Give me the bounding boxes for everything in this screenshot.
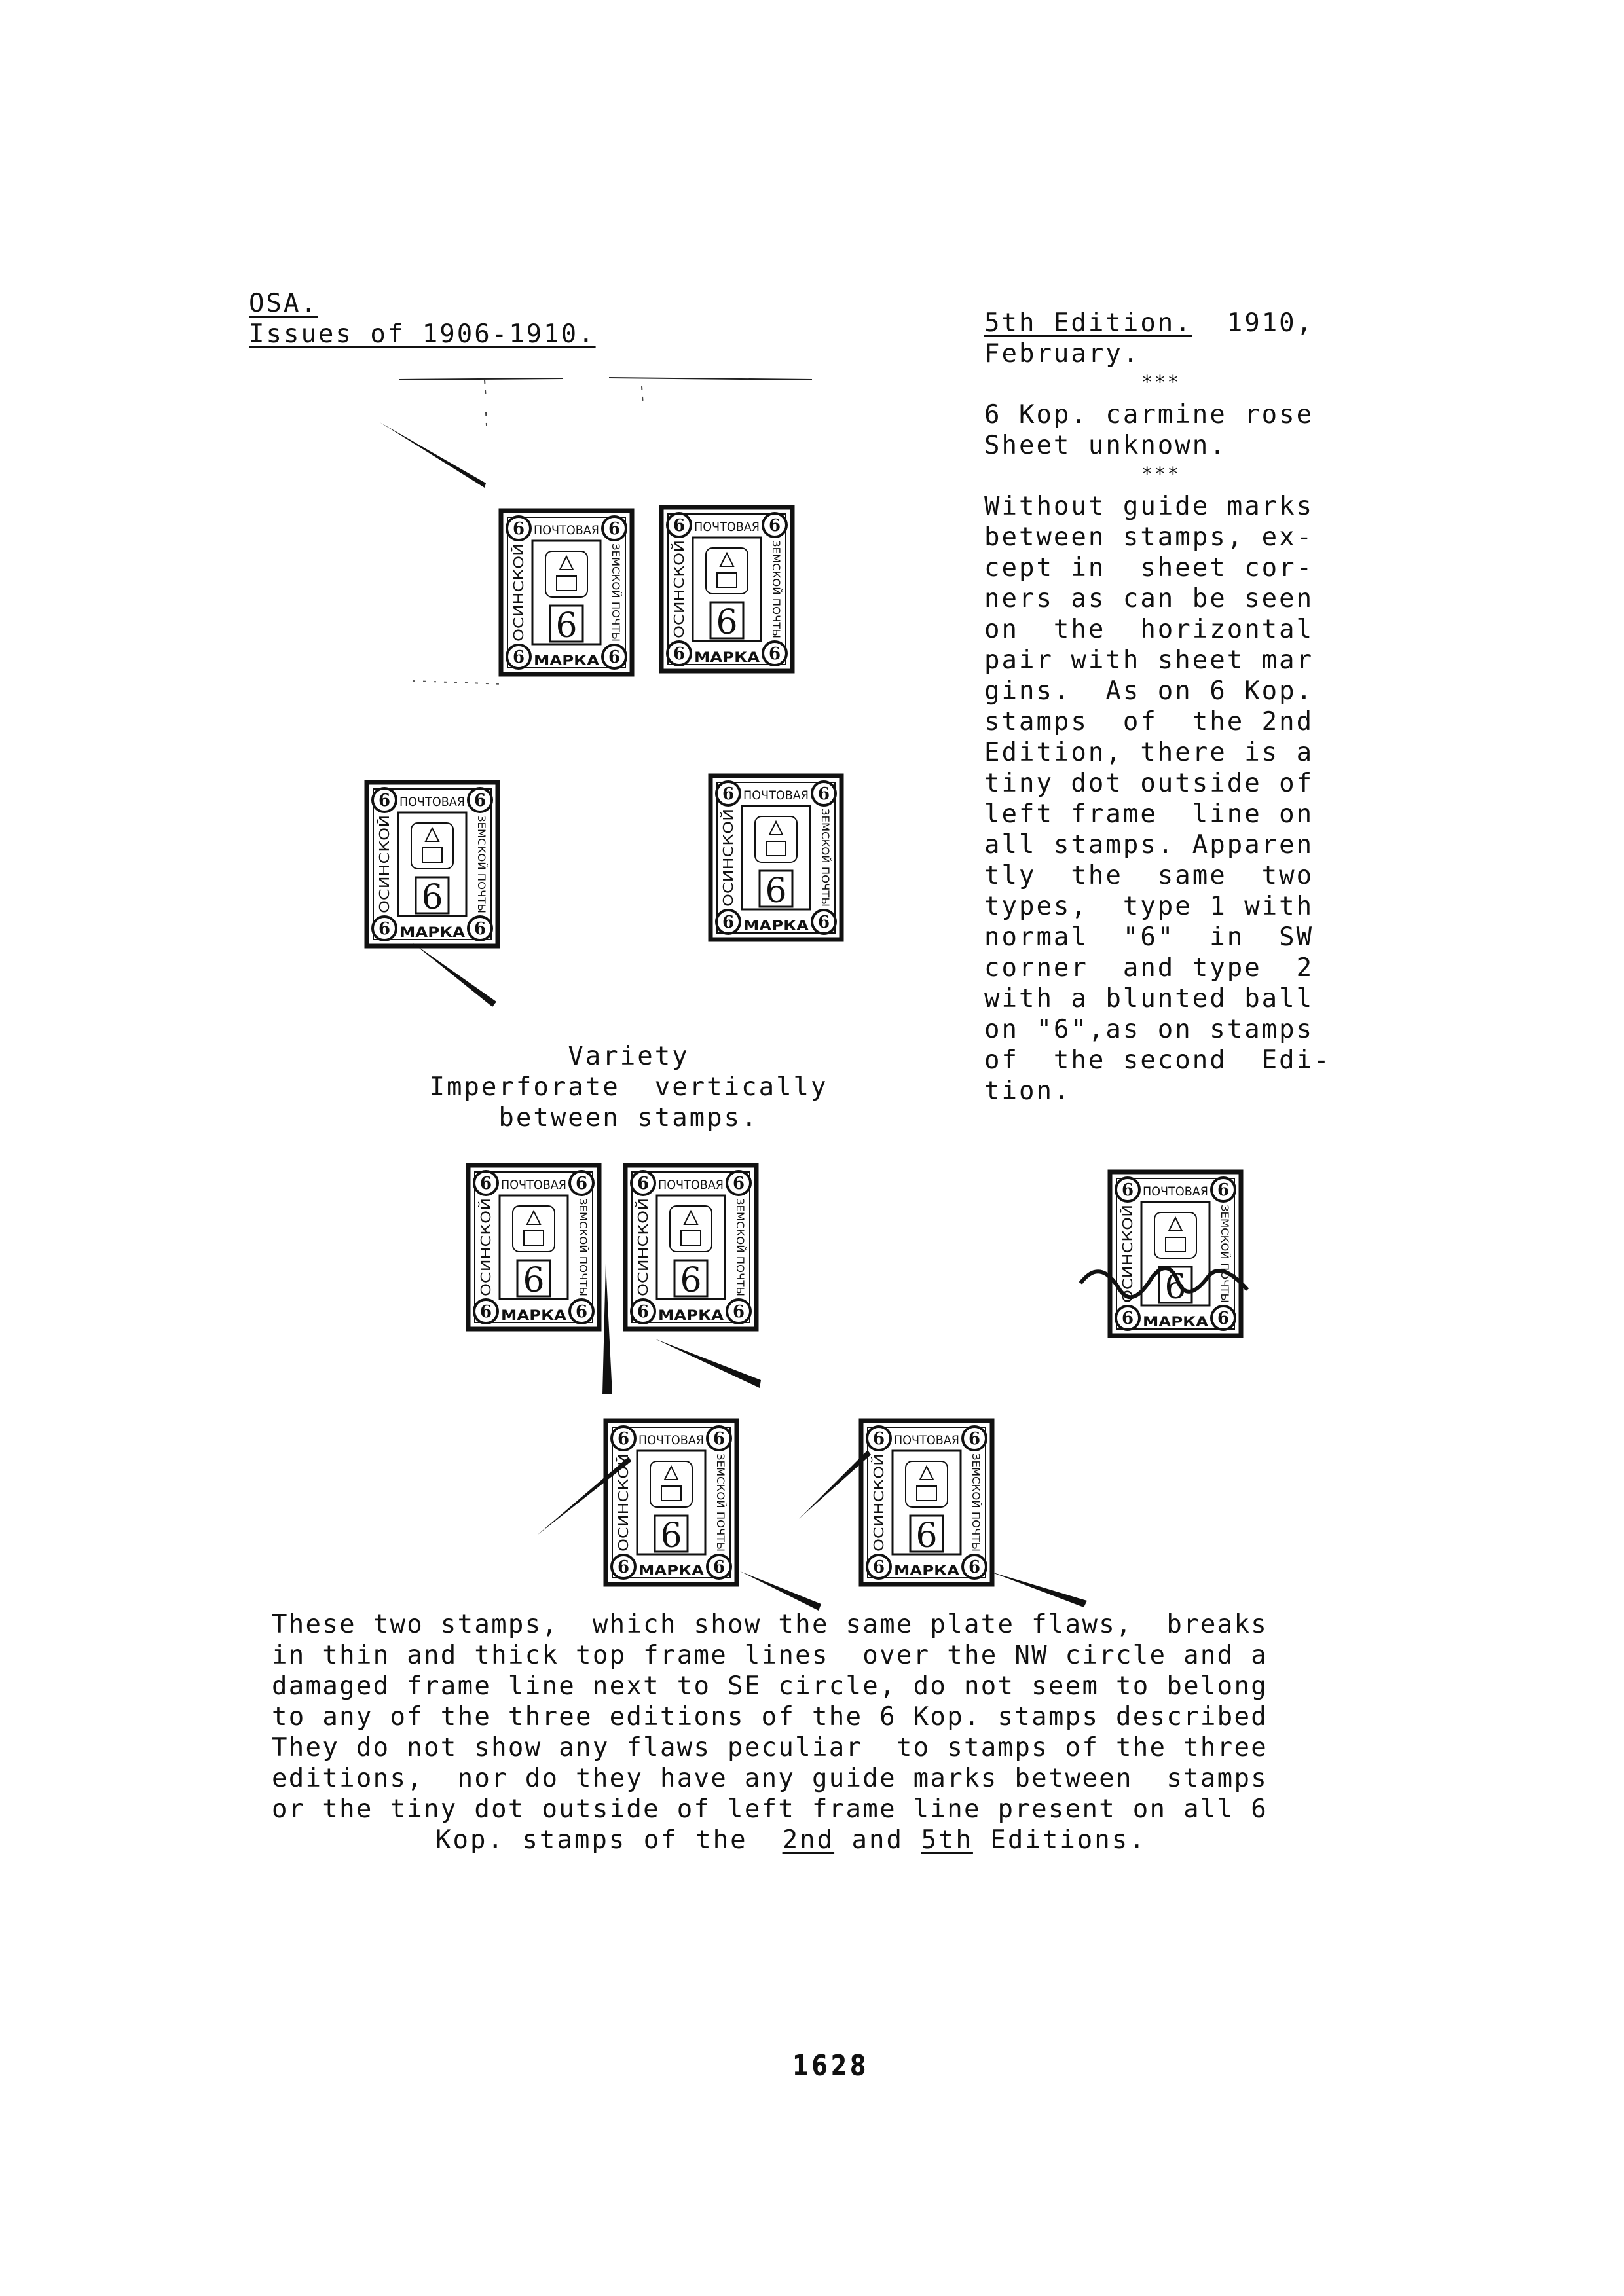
stamp-corner-numeral: 6 [732,1302,745,1322]
stamp-right-label: ЗЕМСКОЙ ПОЧТЫ [770,540,783,636]
stamp-bottom-label: МАРКА [399,924,466,940]
edition-year: 1910, [1227,308,1314,338]
stamp-value: 6 [1164,1267,1187,1307]
edition-month: February. [984,339,1141,369]
footer-line: They do not show any flaws peculiar to stamps of the three [272,1733,1268,1762]
edition-body-line: cept in sheet cor- [984,553,1314,583]
pointer-wedge-6 [740,1571,821,1611]
footer-line: to any of the three editions of the 6 Kop. stamps described [272,1702,1268,1732]
stamp-corner-numeral: 6 [479,1174,492,1194]
stamp-corner-numeral: 6 [768,516,781,536]
stamp-bottom-label: МАРКА [1143,1314,1209,1330]
stamp-bottom-label: МАРКА [501,1307,567,1323]
stamp-left-label: ОСИНСКОЙ [671,560,687,638]
stamp-corner-numeral: 6 [608,519,621,539]
edition-body-line: stamps of the 2nd [984,707,1314,737]
pointer-wedge-7 [799,1450,871,1519]
stamp-right-label: ЗЕМСКОЙ ПОЧТЫ [610,543,622,639]
stamp-bottom-label: МАРКА [694,649,760,665]
footer-line: These two stamps, which show the same plate flaws, breaks [272,1610,1268,1639]
stamp-left-label: ОСИНСКОЙ [511,564,526,642]
footer-line: damaged frame line next to SE circle, do not seem to belong [272,1671,1268,1701]
stamp-top-label: ПОЧТОВАЯ [894,1433,959,1448]
stamp-corner-numeral: 6 [1121,1180,1134,1200]
variety-line2: Imperforate vertically [429,1072,828,1102]
stamp-corner-numeral: 6 [575,1302,588,1322]
stamp-top-label: ПОЧТОВАЯ [399,795,465,809]
stamp-corner-numeral: 6 [378,791,391,811]
stamp-corner-numeral: 6 [968,1429,981,1449]
stamp-corner-numeral: 6 [712,1558,726,1577]
variety-title: Variety [568,1042,690,1071]
stamp-right-label: ЗЕМСКОЙ ПОЧТЫ [475,815,488,911]
issues-heading: Issues of 1906-1910. [249,319,596,349]
cancellation-mark [1080,1268,1247,1297]
stamp-top-label: ПОЧТОВАЯ [534,523,599,538]
stamp-value: 6 [660,1516,682,1556]
stamp-corner-numeral: 6 [378,919,391,939]
edition-body-line: ners as can be seen [984,584,1314,613]
stamp-corner-numeral: 6 [479,1302,492,1322]
edition-body-line: Edition, there is a [984,738,1314,767]
edition-body-line: gins. As on 6 Kop. [984,676,1314,706]
stamp-corner-numeral: 6 [473,919,487,939]
stamp-left-label: ОСИНСКОЙ [635,1218,651,1296]
page-number: 1628 [792,2049,870,2083]
stamp-left-label: ОСИНСКОЙ [720,829,736,907]
edition-body-line: pair with sheet mar [984,646,1314,675]
stamp-top-label: ПОЧТОВАЯ [501,1178,566,1192]
stamp-corner-numeral: 6 [512,647,525,667]
stamp-right-label: ЗЕМСКОЙ ПОЧТЫ [734,1198,747,1294]
separator-2: *** [1141,463,1181,484]
edition-body-line: with a blunted ball [984,984,1314,1013]
footer-mid: and [834,1825,921,1855]
pointer-wedge-8 [989,1571,1087,1607]
stamp-corner-numeral: 6 [1121,1309,1134,1328]
stamp-right-label: ЗЕМСКОЙ ПОЧТЫ [819,809,832,904]
stamp-corner-numeral: 6 [575,1174,588,1194]
stamp-right-label: ЗЕМСКОЙ ПОЧТЫ [714,1453,727,1549]
edition-body-line: types, type 1 with [984,892,1314,921]
stamp-right-label: ЗЕМСКОЙ ПОЧТЫ [1219,1205,1231,1300]
footer-5th: 5th [921,1825,973,1855]
separator-1: *** [1141,371,1181,393]
stamp-corner-numeral: 6 [673,516,686,536]
edition-body-line: tly the same two [984,861,1314,890]
edition-body-line: tion. [984,1076,1071,1106]
variety-line3: between stamps. [498,1103,759,1133]
pointer-wedge-5 [537,1457,631,1535]
stamp-top-label: ПОЧТОВАЯ [658,1178,724,1192]
edition-body-line: on "6",as on stamps [984,1015,1314,1044]
footer-2nd: 2nd [782,1825,835,1855]
edition-body-line: of the second Edi- [984,1046,1331,1075]
pointer-wedge-3 [602,1264,612,1394]
stamp-bottom-label: МАРКА [894,1563,960,1578]
stamp-corner-numeral: 6 [617,1429,630,1449]
stamp-description: 6 Kop. carmine rose [984,400,1314,429]
stamp-right-label: ЗЕМСКОЙ ПОЧТЫ [970,1453,982,1549]
stamp-value: 6 [716,603,738,642]
stamp-corner-numeral: 6 [637,1174,650,1194]
pointer-wedge-4 [655,1339,761,1388]
edition-body-line: normal "6" in SW [984,922,1314,952]
stamp-bottom-label: МАРКА [658,1307,724,1323]
stamp-corner-numeral: 6 [872,1429,885,1449]
stamp-corner-numeral: 6 [1217,1180,1230,1200]
footer-last-pre: Kop. stamps of the [435,1825,783,1855]
edition-body-line: tiny dot outside of [984,769,1314,798]
footer-last-post: Editions. [972,1825,1147,1855]
edition-body-line: on the horizontal [984,615,1314,644]
stamp-corner-numeral: 6 [872,1558,885,1577]
stamp-value: 6 [523,1261,545,1300]
stamp-corner-numeral: 6 [608,647,621,667]
stamp-left-label: ОСИНСКОЙ [377,835,392,913]
edition-body-line: left frame line on [984,799,1314,829]
footer-line: in thin and thick top frame lines over the NW circle and a [272,1641,1268,1670]
edition-body-line: all stamps. Apparen [984,830,1314,860]
stamp-top-label: ПОЧТОВАЯ [638,1433,704,1448]
edition-title: 5th Edition. [984,308,1192,338]
edition-body-line: Without guide marks [984,492,1314,521]
stamp-corner-numeral: 6 [617,1558,630,1577]
stamp-bottom-label: МАРКА [638,1563,705,1578]
stamp-value: 6 [765,871,787,911]
stamp-left-label: ОСИНСКОЙ [616,1474,631,1552]
footer-line: or the tiny dot outside of left frame line present on all 6 [272,1795,1268,1824]
stamp-corner-numeral: 6 [712,1429,726,1449]
stamp-corner-numeral: 6 [673,644,686,664]
edition-body-line: corner and type 2 [984,953,1314,983]
stamp-bottom-label: МАРКА [743,918,809,934]
pointer-wedge-1 [380,422,486,488]
stamp-top-label: ПОЧТОВАЯ [694,520,760,534]
stamp-corner-numeral: 6 [817,913,830,932]
stamp-corner-numeral: 6 [968,1558,981,1577]
stamp-corner-numeral: 6 [768,644,781,664]
stamp-corner-numeral: 6 [722,784,735,804]
sheet-status: Sheet unknown. [984,431,1227,460]
pointer-wedge-2 [413,943,496,1007]
stamp-value: 6 [915,1516,938,1556]
stamp-top-label: ПОЧТОВАЯ [1143,1184,1208,1199]
stamp-corner-numeral: 6 [732,1174,745,1194]
place-heading: OSA. [249,289,318,318]
stamp-left-label: ОСИНСКОЙ [1120,1225,1135,1303]
stamp-corner-numeral: 6 [512,519,525,539]
stamp-corner-numeral: 6 [722,913,735,932]
stamp-left-label: ОСИНСКОЙ [871,1474,887,1552]
footer-line: editions, nor do they have any guide marks between stamps [272,1764,1268,1793]
stamp-left-label: ОСИНСКОЙ [478,1218,494,1296]
stamp-corner-numeral: 6 [1217,1309,1230,1328]
stamp-value: 6 [680,1261,702,1300]
edition-body-line: between stamps, ex- [984,522,1314,552]
stamp-corner-numeral: 6 [473,791,487,811]
stamp-top-label: ПОЧТОВАЯ [743,788,809,803]
stamp-value: 6 [421,878,443,917]
stamp-value: 6 [555,606,578,646]
stamp-corner-numeral: 6 [817,784,830,804]
stamp-corner-numeral: 6 [637,1302,650,1322]
stamp-right-label: ЗЕМСКОЙ ПОЧТЫ [577,1198,589,1294]
stamp-bottom-label: МАРКА [534,653,600,668]
